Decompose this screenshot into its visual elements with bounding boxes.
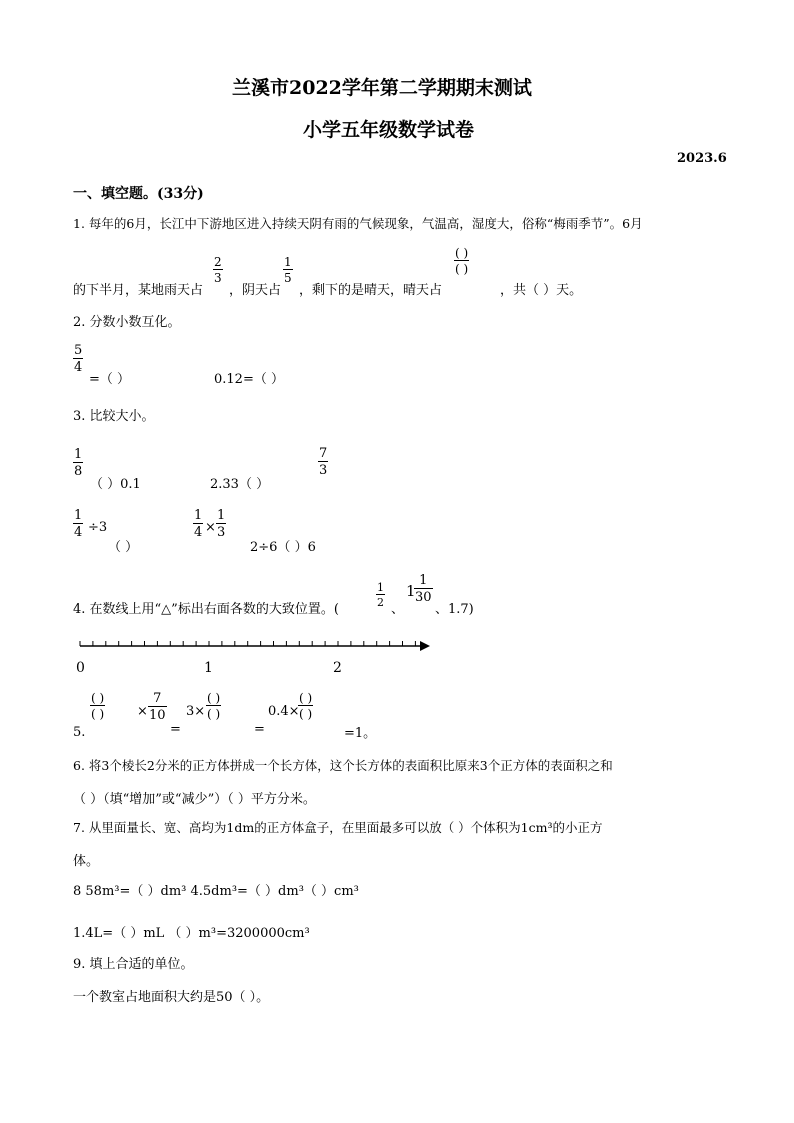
q5-fraction-a-num[interactable]: ( ) <box>91 691 105 705</box>
q5-fraction-a[interactable] <box>90 692 105 720</box>
q4-fraction-half-den: 2 <box>377 596 384 609</box>
number-line-label-1: 1 <box>204 660 213 676</box>
fraction-bar <box>283 269 293 270</box>
fraction-bar <box>206 705 221 706</box>
fraction-bar <box>148 706 167 707</box>
q3-r1-fraction1-den: 8 <box>74 464 83 479</box>
q5-label: 5. <box>73 725 86 740</box>
q3-r2-fraction3-den: 3 <box>217 525 226 540</box>
q5-tail: =1。 <box>344 726 377 741</box>
q4-fraction-half <box>376 582 385 608</box>
q6-line2: （ ）（填“增加”或“减少”）（ ）平方分米。 <box>73 792 316 807</box>
q1-seg-a: 的下半月，某地雨天占 <box>73 283 204 298</box>
q8-line2: 1.4L=（ ）mL （ ）m³=3200000cm³ <box>73 926 310 941</box>
q1-seg-d: ，共（ ）天。 <box>500 283 583 298</box>
q3-r2-div: ÷3 <box>88 520 108 535</box>
number-line-label-2: 2 <box>333 660 342 676</box>
fraction-bar <box>454 260 469 261</box>
q3-r2-fraction3-num: 1 <box>217 508 226 523</box>
q3-r2-fraction3 <box>216 509 226 539</box>
q3-r2-fraction2-den: 4 <box>194 525 203 540</box>
q4-tail: 、1.7) <box>435 602 474 617</box>
q3-r1-fraction1-num: 1 <box>74 447 83 462</box>
exam-date: 2023.6 <box>677 151 727 166</box>
q5-fraction-b-num: 7 <box>153 691 162 706</box>
q2-fraction-den: 4 <box>74 360 83 375</box>
q3-r2-fraction2-num: 1 <box>194 508 203 523</box>
q4-mixed-fraction <box>414 574 433 604</box>
q2-fraction <box>73 344 83 374</box>
q1-fraction-cloudy-den: 5 <box>284 271 292 285</box>
q2-label: 2. 分数小数互化。 <box>73 315 181 330</box>
q4-label: 4. 在数线上用“△”标出右面各数的大致位置。( <box>73 602 339 617</box>
fraction-bar <box>298 705 313 706</box>
q5-fraction-c-num[interactable]: ( ) <box>207 691 221 705</box>
fraction-bar <box>73 523 83 524</box>
q3-r2-fraction1 <box>73 509 83 539</box>
q4-sep1: 、 <box>391 602 405 617</box>
q5-eq1: = <box>170 722 181 737</box>
fraction-bar <box>213 269 223 270</box>
q3-r1-seg2: 2.33（ ） <box>210 477 270 492</box>
q3-r1-seg1: （ ）0.1 <box>90 477 141 492</box>
fraction-bar <box>73 462 83 463</box>
fraction-bar <box>73 358 83 359</box>
q5-times1: × <box>137 704 148 719</box>
q6-line1: 6. 将3个棱长2分米的正方体拼成一个长方体，这个长方体的表面积比原来3个正方体的表面积之和 <box>73 758 613 773</box>
q3-r1-fraction1 <box>73 448 83 478</box>
q2-fraction-num: 5 <box>74 343 83 358</box>
q5-fraction-d[interactable] <box>298 692 313 720</box>
q5-fraction-d-den[interactable]: ( ) <box>299 707 313 721</box>
q4-mixed-fraction-den: 30 <box>415 590 432 605</box>
q3-r2-times: × <box>205 520 216 535</box>
number-line[interactable] <box>70 635 440 659</box>
q1-fraction-sunny-num[interactable]: ( ) <box>455 246 469 260</box>
q4-fraction-half-num: 1 <box>377 581 384 594</box>
q7-line2: 体。 <box>73 854 100 869</box>
fraction-bar <box>216 523 226 524</box>
q1-fraction-sunny-den[interactable]: ( ) <box>455 262 469 276</box>
q9-line1: 一个教室占地面积大约是50（ ）。 <box>73 990 270 1005</box>
q3-r1-fraction2 <box>318 447 328 477</box>
number-line-label-0: 0 <box>76 660 85 676</box>
q2-seg-b: 0.12=（ ） <box>214 372 284 387</box>
q1-seg-b: ，阴天占 <box>229 283 282 298</box>
q5-fraction-a-den[interactable]: ( ) <box>91 707 105 721</box>
q1-fraction-sunny-blank[interactable] <box>454 247 469 275</box>
q1-fraction-rainy-den: 3 <box>214 271 222 285</box>
fraction-bar <box>318 461 328 462</box>
q1-fraction-rainy-num: 2 <box>214 255 222 269</box>
q5-fraction-b <box>148 692 167 722</box>
fraction-bar <box>376 594 385 595</box>
q5-fraction-c-den[interactable]: ( ) <box>207 707 221 721</box>
q3-r2-fraction2 <box>193 509 203 539</box>
q3-r2-fraction1-den: 4 <box>74 525 83 540</box>
q5-eq2: = <box>254 722 265 737</box>
q5-fraction-b-den: 10 <box>149 708 166 723</box>
q5-fraction-c[interactable] <box>206 692 221 720</box>
q5-fraction-d-num[interactable]: ( ) <box>299 691 313 705</box>
q3-r2-fraction1-num: 1 <box>74 508 83 523</box>
q1-fraction-rainy <box>213 256 223 284</box>
q1-fraction-cloudy-num: 1 <box>284 255 292 269</box>
q1-line1: 1. 每年的6月，长江中下游地区进入持续天阴有雨的气候现象，气温高，湿度大，俗称“梅雨季节”。6月 <box>73 216 643 231</box>
q3-r1-fraction2-den: 3 <box>319 463 328 478</box>
exam-title-line1: 兰溪市2022学年第二学期期末测试 <box>232 77 532 99</box>
q4-mixed-whole: 1 <box>406 582 416 600</box>
q7-line1: 7. 从里面量长、宽、高均为1dm的正方体盒子，在里面最多可以放（ ）个体积为1cm³的小正方 <box>73 820 603 835</box>
fraction-bar <box>90 705 105 706</box>
fraction-bar <box>414 588 433 589</box>
q5-three: 3× <box>186 704 206 719</box>
q3-r2-seg2: 2÷6（ ）6 <box>250 540 316 555</box>
q8-line1: 8 58m³=（ ）dm³ 4.5dm³=（ ）dm³（ ）cm³ <box>73 884 359 899</box>
number-line-arrow-icon <box>420 641 430 651</box>
section-heading: 一、填空题。(33分) <box>73 186 204 202</box>
q3-label: 3. 比较大小。 <box>73 409 155 424</box>
q3-r1-fraction2-num: 7 <box>319 446 328 461</box>
q1-fraction-cloudy <box>283 256 293 284</box>
q3-r2-seg1: （ ） <box>108 540 139 555</box>
q2-seg-a: =（ ） <box>89 372 131 387</box>
fraction-bar <box>193 523 203 524</box>
q4-mixed-fraction-num: 1 <box>419 573 428 588</box>
exam-title-line2: 小学五年级数学试卷 <box>303 119 475 141</box>
q5-zero4: 0.4× <box>268 704 300 719</box>
q9-label: 9. 填上合适的单位。 <box>73 957 194 972</box>
q1-seg-c: ，剩下的是晴天，晴天占 <box>299 283 443 298</box>
